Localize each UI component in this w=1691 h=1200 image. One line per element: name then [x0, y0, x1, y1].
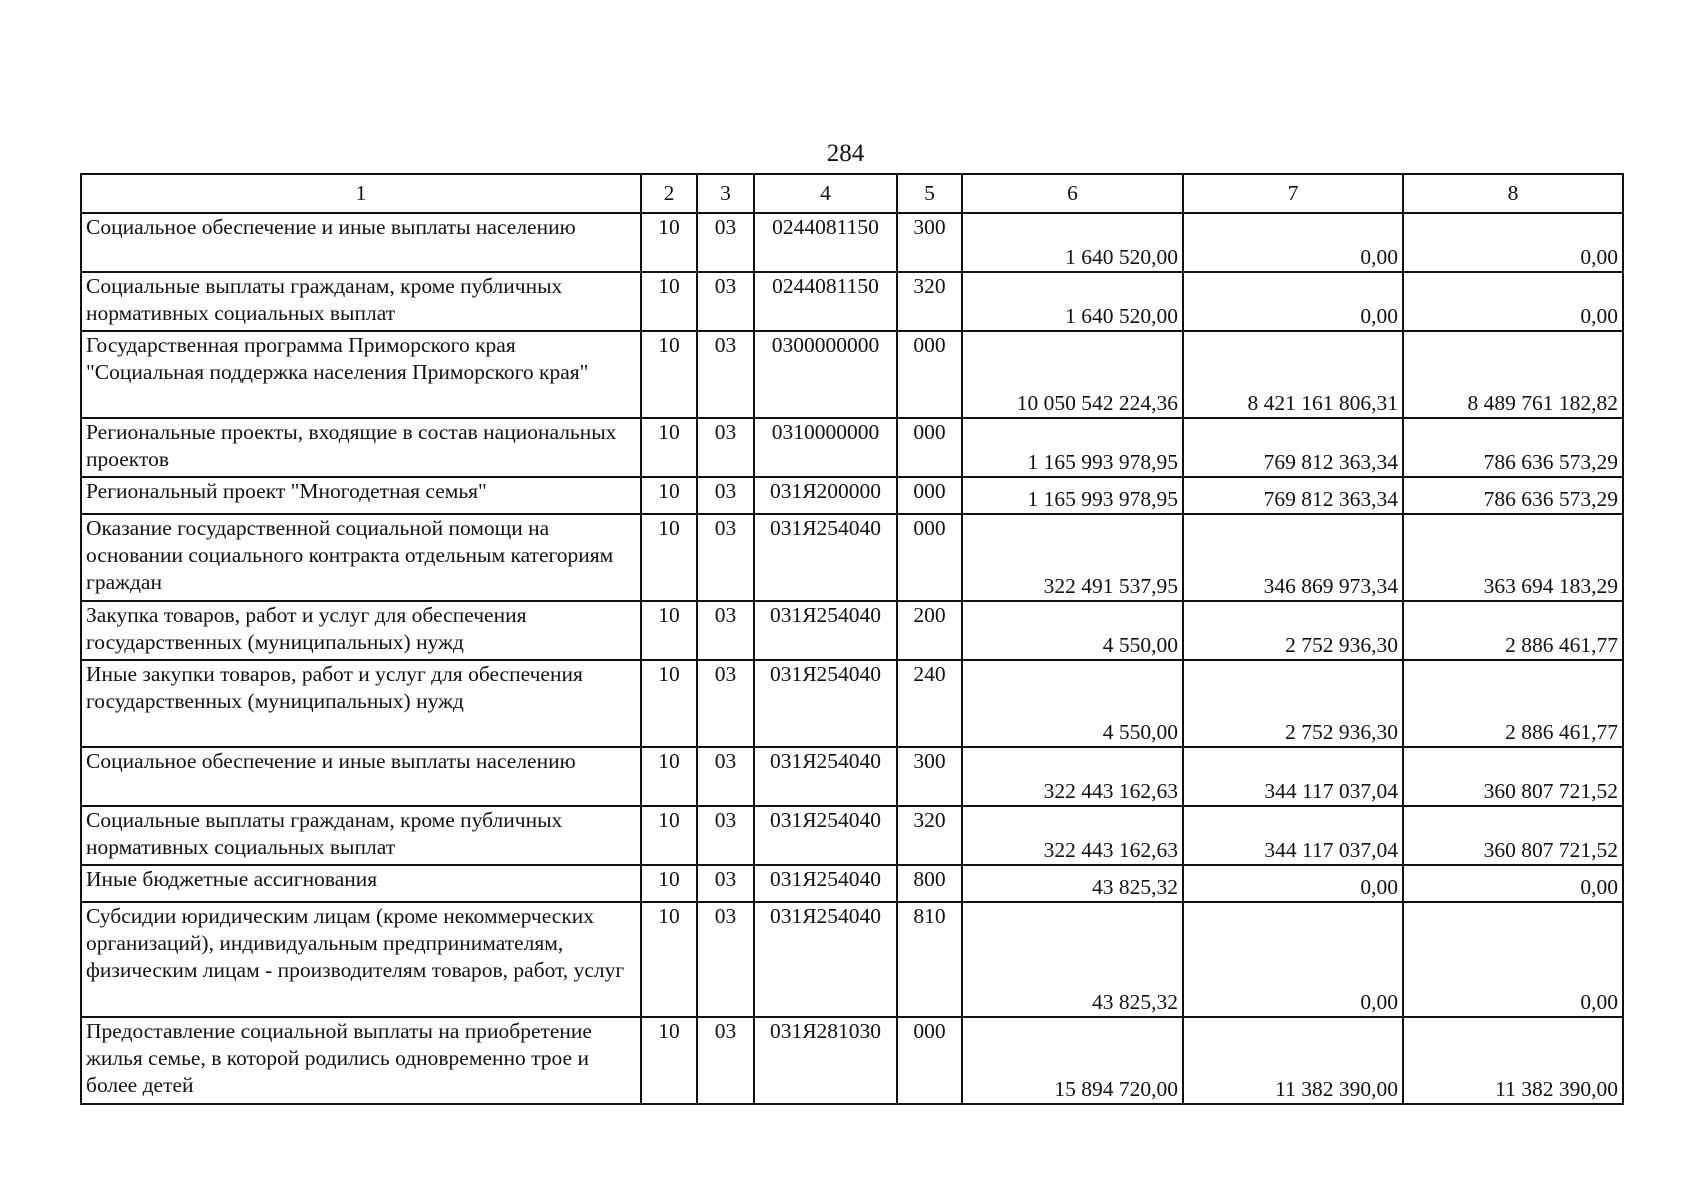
section-code: 10 [641, 477, 697, 514]
amount-year-3: 11 382 390,00 [1403, 1017, 1623, 1104]
expense-name: Субсидии юридическим лицам (кроме некоммерческих организаций), индивидуальным предпринимателям, физическим лицам - производителям товаров, работ, услуг [81, 902, 641, 1017]
expense-name: Социальные выплаты гражданам, кроме публичных нормативных социальных выплат [81, 272, 641, 331]
amount-year-1: 4 550,00 [962, 601, 1183, 660]
amount-year-2: 344 117 037,04 [1183, 806, 1403, 865]
amount-year-1: 4 550,00 [962, 660, 1183, 747]
amount-year-1: 15 894 720,00 [962, 1017, 1183, 1104]
subsection-code: 03 [697, 601, 754, 660]
amount-year-1: 43 825,32 [962, 865, 1183, 902]
expense-type-code: 320 [897, 272, 962, 331]
amount-year-3: 2 886 461,77 [1403, 601, 1623, 660]
page-number: 284 [826, 140, 865, 167]
amount-year-2: 2 752 936,30 [1183, 660, 1403, 747]
amount-year-1: 322 443 162,63 [962, 806, 1183, 865]
table-row [81, 902, 1623, 1017]
amount-year-3: 2 886 461,77 [1403, 660, 1623, 747]
amount-year-1: 322 443 162,63 [962, 747, 1183, 806]
target-article-code: 031Я281030 [754, 1017, 897, 1104]
amount-year-1: 10 050 542 224,36 [962, 331, 1183, 418]
expense-type-code: 000 [897, 477, 962, 514]
amount-year-3: 360 807 721,52 [1403, 806, 1623, 865]
target-article-code: 031Я254040 [754, 660, 897, 747]
table-row [81, 418, 1623, 477]
amount-year-1: 43 825,32 [962, 902, 1183, 1017]
section-code: 10 [641, 660, 697, 747]
budget-table [80, 173, 1624, 1105]
target-article-code: 031Я254040 [754, 902, 897, 1017]
expense-type-code: 000 [897, 1017, 962, 1104]
amount-year-2: 11 382 390,00 [1183, 1017, 1403, 1104]
table-row [81, 477, 1623, 514]
target-article-code: 0300000000 [754, 331, 897, 418]
column-header: 6 [962, 174, 1183, 213]
amount-year-2: 769 812 363,34 [1183, 418, 1403, 477]
expense-name: Социальные выплаты гражданам, кроме публичных нормативных социальных выплат [81, 806, 641, 865]
section-code: 10 [641, 1017, 697, 1104]
amount-year-1: 322 491 537,95 [962, 514, 1183, 601]
target-article-code: 0244081150 [754, 213, 897, 272]
column-header: 8 [1403, 174, 1623, 213]
amount-year-2: 0,00 [1183, 213, 1403, 272]
table-row [81, 514, 1623, 601]
expense-type-code: 300 [897, 213, 962, 272]
expense-name: Иные закупки товаров, работ и услуг для обеспечения государственных (муниципальных) нужд [81, 660, 641, 747]
subsection-code: 03 [697, 806, 754, 865]
expense-type-code: 800 [897, 865, 962, 902]
table-row [81, 1017, 1623, 1104]
section-code: 10 [641, 514, 697, 601]
amount-year-1: 1 640 520,00 [962, 213, 1183, 272]
target-article-code: 031Я254040 [754, 747, 897, 806]
section-code: 10 [641, 747, 697, 806]
subsection-code: 03 [697, 747, 754, 806]
amount-year-2: 769 812 363,34 [1183, 477, 1403, 514]
subsection-code: 03 [697, 272, 754, 331]
table-row [81, 747, 1623, 806]
expense-name: Предоставление социальной выплаты на приобретение жилья семье, в которой родились одновременно трое и более детей [81, 1017, 641, 1104]
subsection-code: 03 [697, 514, 754, 601]
amount-year-3: 360 807 721,52 [1403, 747, 1623, 806]
target-article-code: 0310000000 [754, 418, 897, 477]
expense-type-code: 000 [897, 514, 962, 601]
table-row [81, 660, 1623, 747]
expense-type-code: 320 [897, 806, 962, 865]
section-code: 10 [641, 272, 697, 331]
column-header: 2 [641, 174, 697, 213]
amount-year-2: 0,00 [1183, 272, 1403, 331]
table-row [81, 601, 1623, 660]
table-row [81, 806, 1623, 865]
table-row [81, 272, 1623, 331]
amount-year-1: 1 165 993 978,95 [962, 477, 1183, 514]
target-article-code: 031Я254040 [754, 806, 897, 865]
amount-year-3: 0,00 [1403, 865, 1623, 902]
subsection-code: 03 [697, 418, 754, 477]
amount-year-3: 0,00 [1403, 213, 1623, 272]
amount-year-2: 346 869 973,34 [1183, 514, 1403, 601]
amount-year-2: 0,00 [1183, 902, 1403, 1017]
amount-year-2: 0,00 [1183, 865, 1403, 902]
table-row [81, 213, 1623, 272]
expense-name: Региональный проект "Многодетная семья" [81, 477, 641, 514]
expense-type-code: 240 [897, 660, 962, 747]
subsection-code: 03 [697, 331, 754, 418]
section-code: 10 [641, 806, 697, 865]
expense-type-code: 000 [897, 331, 962, 418]
expense-type-code: 810 [897, 902, 962, 1017]
amount-year-3: 0,00 [1403, 272, 1623, 331]
column-header: 3 [697, 174, 754, 213]
expense-name: Социальное обеспечение и иные выплаты населению [81, 747, 641, 806]
amount-year-3: 786 636 573,29 [1403, 477, 1623, 514]
target-article-code: 031Я254040 [754, 514, 897, 601]
amount-year-3: 363 694 183,29 [1403, 514, 1623, 601]
target-article-code: 031Я200000 [754, 477, 897, 514]
target-article-code: 0244081150 [754, 272, 897, 331]
amount-year-3: 8 489 761 182,82 [1403, 331, 1623, 418]
column-header: 1 [81, 174, 641, 213]
expense-name: Закупка товаров, работ и услуг для обеспечения государственных (муниципальных) нужд [81, 601, 641, 660]
subsection-code: 03 [697, 477, 754, 514]
expense-name: Социальное обеспечение и иные выплаты населению [81, 213, 641, 272]
column-header: 4 [754, 174, 897, 213]
subsection-code: 03 [697, 865, 754, 902]
section-code: 10 [641, 213, 697, 272]
table-row [81, 331, 1623, 418]
expense-type-code: 000 [897, 418, 962, 477]
subsection-code: 03 [697, 660, 754, 747]
expense-type-code: 300 [897, 747, 962, 806]
subsection-code: 03 [697, 213, 754, 272]
section-code: 10 [641, 601, 697, 660]
subsection-code: 03 [697, 1017, 754, 1104]
target-article-code: 031Я254040 [754, 865, 897, 902]
section-code: 10 [641, 902, 697, 1017]
column-header: 7 [1183, 174, 1403, 213]
expense-name: Иные бюджетные ассигнования [81, 865, 641, 902]
amount-year-1: 1 640 520,00 [962, 272, 1183, 331]
target-article-code: 031Я254040 [754, 601, 897, 660]
amount-year-2: 344 117 037,04 [1183, 747, 1403, 806]
amount-year-2: 2 752 936,30 [1183, 601, 1403, 660]
expense-name: Региональные проекты, входящие в состав национальных проектов [81, 418, 641, 477]
amount-year-3: 0,00 [1403, 902, 1623, 1017]
subsection-code: 03 [697, 902, 754, 1017]
expense-name: Оказание государственной социальной помощи на основании социального контракта отдельным категориям граждан [81, 514, 641, 601]
table-header-row [81, 174, 1623, 213]
amount-year-2: 8 421 161 806,31 [1183, 331, 1403, 418]
amount-year-1: 1 165 993 978,95 [962, 418, 1183, 477]
expense-type-code: 200 [897, 601, 962, 660]
section-code: 10 [641, 418, 697, 477]
section-code: 10 [641, 331, 697, 418]
amount-year-3: 786 636 573,29 [1403, 418, 1623, 477]
table-row [81, 865, 1623, 902]
column-header: 5 [897, 174, 962, 213]
section-code: 10 [641, 865, 697, 902]
expense-name: Государственная программа Приморского края "Социальная поддержка населения Приморского края" [81, 331, 641, 418]
